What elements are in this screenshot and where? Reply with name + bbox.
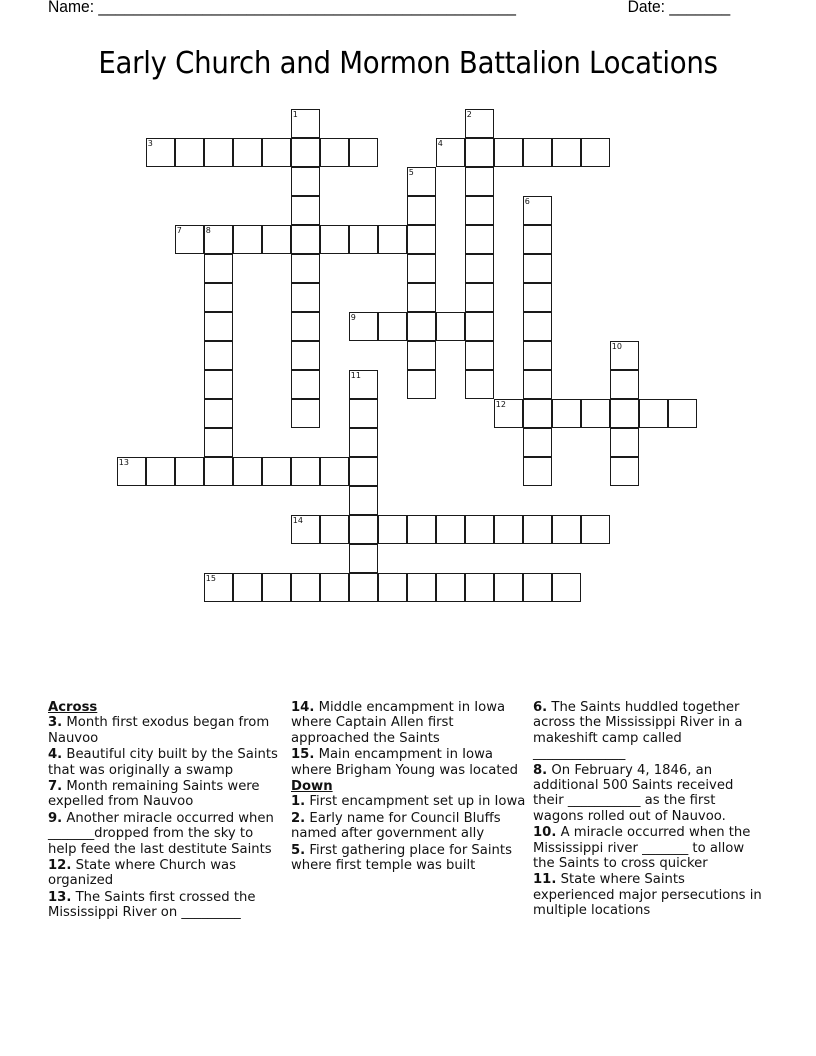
clue-across-9 xyxy=(48,811,278,857)
grid-cell[interactable] xyxy=(349,428,378,457)
grid-cell[interactable] xyxy=(494,515,523,544)
name-field[interactable]: Name: ________________________________________________ xyxy=(48,0,516,16)
grid-cell[interactable] xyxy=(378,225,407,254)
clue-across-3 xyxy=(48,715,278,746)
grid-cell[interactable] xyxy=(262,138,291,167)
grid-cell[interactable] xyxy=(465,573,494,602)
down-heading: Down xyxy=(291,779,333,795)
clue-number: 2. xyxy=(291,810,306,826)
clue-down-6 xyxy=(533,700,768,762)
grid-cell[interactable] xyxy=(320,515,349,544)
grid-cell[interactable] xyxy=(523,225,552,254)
grid-cell[interactable] xyxy=(465,515,494,544)
grid-cell[interactable] xyxy=(552,138,581,167)
clue-across-15 xyxy=(291,747,526,778)
clue-number: 1. xyxy=(291,794,306,810)
grid-cell[interactable] xyxy=(523,370,552,399)
grid-cell[interactable] xyxy=(291,573,320,602)
grid-cell[interactable] xyxy=(465,312,494,341)
grid-cell[interactable] xyxy=(204,225,233,254)
grid-cell[interactable] xyxy=(291,138,320,167)
grid-cell[interactable] xyxy=(465,370,494,399)
grid-cell[interactable] xyxy=(262,573,291,602)
clue-number: 9. xyxy=(48,810,63,826)
cell-number: 5 xyxy=(408,168,414,178)
grid-cell[interactable] xyxy=(407,341,436,370)
grid-cell[interactable] xyxy=(639,399,668,428)
grid-cell[interactable] xyxy=(610,399,639,428)
cell-number: 13 xyxy=(118,458,129,468)
clue-text: The Saints first crossed the Mississippi River on _________ xyxy=(48,889,256,921)
grid-cell[interactable] xyxy=(291,196,320,225)
grid-cell[interactable] xyxy=(581,515,610,544)
grid-cell[interactable] xyxy=(204,254,233,283)
grid-cell[interactable] xyxy=(291,515,320,544)
clues-column-3 xyxy=(533,700,768,920)
clue-down-1 xyxy=(291,794,526,809)
cell-number: 10 xyxy=(611,342,622,352)
grid-cell[interactable] xyxy=(291,312,320,341)
grid-cell[interactable] xyxy=(407,196,436,225)
grid-cell[interactable] xyxy=(610,457,639,486)
grid-cell[interactable] xyxy=(204,341,233,370)
grid-cell[interactable] xyxy=(175,138,204,167)
grid-cell[interactable] xyxy=(204,573,233,602)
clue-number: 4. xyxy=(48,747,63,763)
cell-number: 2 xyxy=(466,110,472,120)
grid-cell[interactable] xyxy=(204,283,233,312)
clue-number: 11. xyxy=(533,872,557,888)
grid-cell[interactable] xyxy=(407,254,436,283)
grid-cell[interactable] xyxy=(320,138,349,167)
cell-number: 3 xyxy=(147,139,153,149)
grid-cell[interactable] xyxy=(175,457,204,486)
grid-cell[interactable] xyxy=(465,283,494,312)
clue-number: 5. xyxy=(291,842,306,858)
grid-cell[interactable] xyxy=(407,283,436,312)
grid-cell[interactable] xyxy=(175,225,204,254)
clue-text: State where Church was organized xyxy=(48,858,236,889)
clue-number: 7. xyxy=(48,779,63,795)
clues-column-2 xyxy=(291,700,526,874)
clue-number: 12. xyxy=(48,858,72,874)
grid-cell[interactable] xyxy=(610,341,639,370)
clue-text: Another miracle occurred when _______dropped from the sky to help feed the last destitute Saints xyxy=(48,810,274,857)
clue-text: Main encampment in Iowa where Brigham Young was located xyxy=(291,747,518,778)
grid-cell[interactable] xyxy=(262,457,291,486)
grid-cell[interactable] xyxy=(523,457,552,486)
grid-cell[interactable] xyxy=(349,399,378,428)
grid-cell[interactable] xyxy=(407,370,436,399)
grid-cell[interactable] xyxy=(523,312,552,341)
grid-cell[interactable] xyxy=(668,399,697,428)
grid-cell[interactable] xyxy=(581,399,610,428)
grid-cell[interactable] xyxy=(291,341,320,370)
grid-cell[interactable] xyxy=(320,225,349,254)
grid-cell[interactable] xyxy=(204,370,233,399)
grid-cell[interactable] xyxy=(291,457,320,486)
cell-number: 14 xyxy=(292,516,303,526)
grid-cell[interactable] xyxy=(204,399,233,428)
clue-number: 14. xyxy=(291,700,315,715)
grid-cell[interactable] xyxy=(117,457,146,486)
clue-number: 6. xyxy=(533,700,548,715)
cell-number: 4 xyxy=(437,139,443,149)
clue-text: Month first exodus began from Nauvoo xyxy=(48,715,270,746)
cell-number: 1 xyxy=(292,110,298,120)
grid-cell[interactable] xyxy=(204,457,233,486)
grid-cell[interactable] xyxy=(146,138,175,167)
grid-cell[interactable] xyxy=(523,283,552,312)
clue-text: First encampment set up in Iowa xyxy=(309,794,526,810)
page-title: Early Church and Mormon Battalion Locations xyxy=(98,46,718,81)
grid-cell[interactable] xyxy=(552,515,581,544)
grid-cell[interactable] xyxy=(610,428,639,457)
grid-cell[interactable] xyxy=(349,225,378,254)
clue-across-7 xyxy=(48,779,278,810)
grid-cell[interactable] xyxy=(204,138,233,167)
grid-cell[interactable] xyxy=(436,573,465,602)
clue-down-11 xyxy=(533,872,768,918)
clue-text: Month remaining Saints were expelled from Nauvoo xyxy=(48,779,260,810)
clue-down-5 xyxy=(291,843,526,874)
grid-cell[interactable] xyxy=(494,573,523,602)
grid-cell[interactable] xyxy=(465,167,494,196)
grid-cell[interactable] xyxy=(291,283,320,312)
clue-across-4 xyxy=(48,747,278,778)
clue-number: 3. xyxy=(48,715,63,731)
clue-across-14 xyxy=(291,700,526,746)
grid-cell[interactable] xyxy=(436,138,465,167)
grid-cell[interactable] xyxy=(523,196,552,225)
grid-cell[interactable] xyxy=(494,138,523,167)
clue-number: 8. xyxy=(533,762,548,778)
cell-number: 9 xyxy=(350,313,356,323)
grid-cell[interactable] xyxy=(552,399,581,428)
clue-number: 10. xyxy=(533,825,557,841)
grid-cell[interactable] xyxy=(523,573,552,602)
grid-cell[interactable] xyxy=(291,225,320,254)
grid-cell[interactable] xyxy=(349,457,378,486)
grid-cell[interactable] xyxy=(349,370,378,399)
cell-number: 15 xyxy=(205,574,216,584)
grid-cell[interactable] xyxy=(610,370,639,399)
grid-cell[interactable] xyxy=(291,109,320,138)
grid-cell[interactable] xyxy=(552,573,581,602)
grid-cell[interactable] xyxy=(407,515,436,544)
grid-cell[interactable] xyxy=(465,138,494,167)
clue-text: Beautiful city built by the Saints that was originally a swamp xyxy=(48,747,278,778)
grid-cell[interactable] xyxy=(349,138,378,167)
clues-column-1 xyxy=(48,700,278,922)
cell-number: 11 xyxy=(350,371,361,381)
grid-cell[interactable] xyxy=(378,312,407,341)
grid-cell[interactable] xyxy=(523,138,552,167)
grid-cell[interactable] xyxy=(523,515,552,544)
cell-number: 6 xyxy=(524,197,530,207)
grid-cell[interactable] xyxy=(465,225,494,254)
grid-cell[interactable] xyxy=(494,399,523,428)
grid-cell[interactable] xyxy=(146,457,175,486)
grid-cell[interactable] xyxy=(291,254,320,283)
grid-cell[interactable] xyxy=(407,573,436,602)
clue-down-10 xyxy=(533,825,768,871)
grid-cell[interactable] xyxy=(204,428,233,457)
clue-number: 13. xyxy=(48,889,72,905)
grid-cell[interactable] xyxy=(349,544,378,573)
clue-text: A miracle occurred when the Mississippi river _______ to allow the Saints to cross quicker xyxy=(533,825,751,872)
clue-text: Middle encampment in Iowa where Captain Allen first approached the Saints xyxy=(291,700,506,746)
grid-cell[interactable] xyxy=(262,225,291,254)
grid-cell[interactable] xyxy=(407,167,436,196)
clue-text: Early name for Council Bluffs named after government ally xyxy=(291,810,501,842)
grid-cell[interactable] xyxy=(465,254,494,283)
grid-cell[interactable] xyxy=(523,254,552,283)
clue-down-8 xyxy=(533,763,768,825)
grid-cell[interactable] xyxy=(349,515,378,544)
grid-cell[interactable] xyxy=(291,167,320,196)
grid-cell[interactable] xyxy=(523,399,552,428)
grid-cell[interactable] xyxy=(407,312,436,341)
clue-text: On February 4, 1846, an additional 500 Saints received their ___________ as the first wagons rolled out of Nauvoo. xyxy=(533,762,734,824)
grid-cell[interactable] xyxy=(581,138,610,167)
grid-cell[interactable] xyxy=(436,312,465,341)
grid-cell[interactable] xyxy=(523,428,552,457)
grid-cell[interactable] xyxy=(349,573,378,602)
grid-cell[interactable] xyxy=(465,109,494,138)
grid-cell[interactable] xyxy=(204,312,233,341)
grid-cell[interactable] xyxy=(436,515,465,544)
grid-cell[interactable] xyxy=(233,573,262,602)
grid-cell[interactable] xyxy=(291,399,320,428)
cell-number: 8 xyxy=(205,226,211,236)
grid-cell[interactable] xyxy=(233,138,262,167)
grid-cell[interactable] xyxy=(465,196,494,225)
grid-cell[interactable] xyxy=(349,486,378,515)
grid-cell[interactable] xyxy=(407,225,436,254)
clue-text: First gathering place for Saints where first temple was built xyxy=(291,842,512,874)
clue-down-2 xyxy=(291,811,526,842)
grid-cell[interactable] xyxy=(233,457,262,486)
grid-cell[interactable] xyxy=(320,457,349,486)
clue-across-13 xyxy=(48,890,278,921)
grid-cell[interactable] xyxy=(465,341,494,370)
grid-cell[interactable] xyxy=(291,370,320,399)
grid-cell[interactable] xyxy=(320,573,349,602)
grid-cell[interactable] xyxy=(378,515,407,544)
grid-cell[interactable] xyxy=(349,312,378,341)
clue-text: The Saints huddled together across the Mississippi River in a makeshift camp called ______________ xyxy=(533,700,743,762)
clue-across-12 xyxy=(48,858,278,889)
grid-cell[interactable] xyxy=(233,225,262,254)
grid-cell[interactable] xyxy=(523,341,552,370)
clue-number: 15. xyxy=(291,747,315,763)
cell-number: 7 xyxy=(176,226,182,236)
across-heading: Across xyxy=(48,700,98,715)
grid-cell[interactable] xyxy=(378,573,407,602)
cell-number: 12 xyxy=(495,400,506,410)
clue-text: State where Saints experienced major persecutions in multiple locations xyxy=(533,872,762,919)
date-field[interactable]: Date: _______ xyxy=(627,0,731,16)
